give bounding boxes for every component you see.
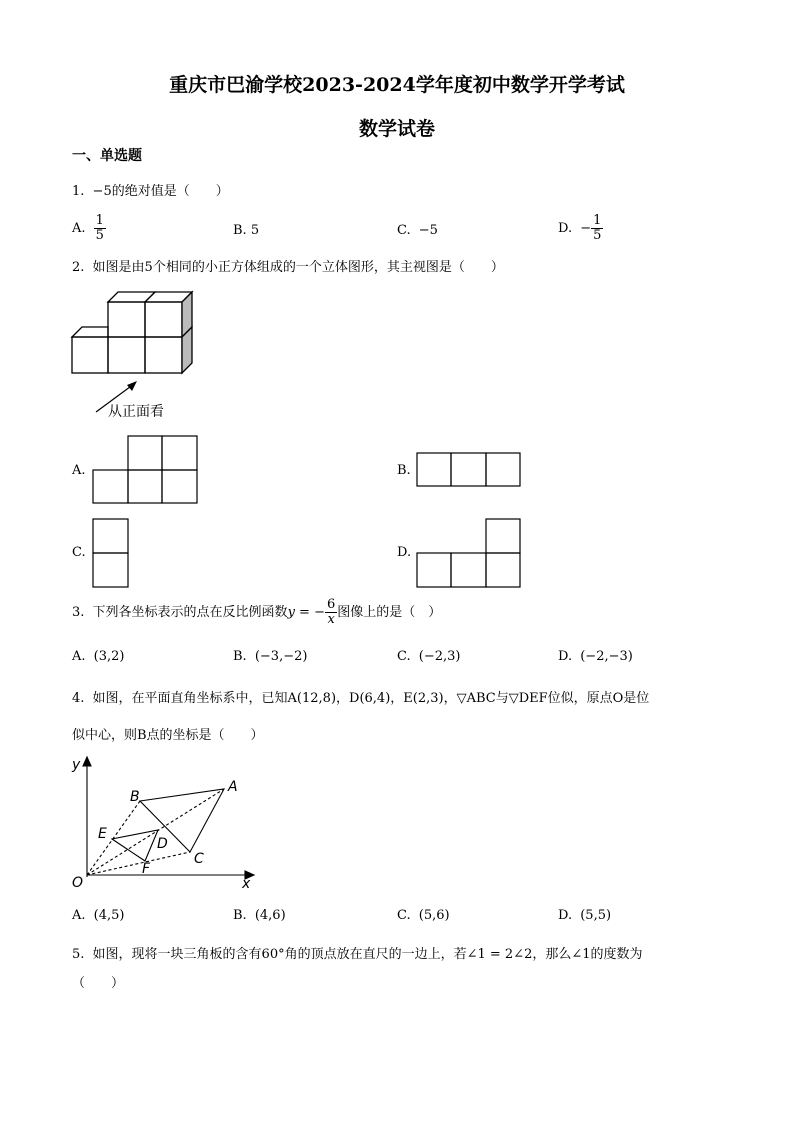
numerator: 1 bbox=[593, 213, 602, 228]
q1-option-b[interactable] bbox=[233, 223, 259, 239]
q1-option-d[interactable] bbox=[558, 214, 603, 243]
option-value: (3,2) bbox=[93, 649, 125, 664]
page-subtitle: 数学试卷 bbox=[358, 118, 435, 140]
q2-option-a-figure[interactable] bbox=[92, 435, 200, 505]
label-y: y bbox=[72, 757, 81, 773]
q5-text-line1: 如图，现将一块三角板的含有60°角的顶点放在直尺的一边上，若∠1 = 2∠2，那么∠1的度数为 bbox=[92, 947, 643, 962]
square bbox=[451, 553, 486, 587]
option-value: (−3,−2) bbox=[254, 649, 308, 664]
coordinate-figure bbox=[70, 755, 260, 890]
question-4 bbox=[72, 691, 649, 707]
square bbox=[486, 453, 520, 486]
option-label: D. bbox=[558, 908, 573, 923]
q2-option-b-label[interactable]: B. bbox=[397, 463, 411, 478]
q4-option-a[interactable] bbox=[72, 908, 125, 924]
cube-figure bbox=[70, 290, 200, 380]
cube-face bbox=[108, 302, 145, 337]
q4-option-d[interactable] bbox=[558, 908, 611, 924]
equals-minus: = − bbox=[294, 605, 325, 620]
q2-option-c-figure[interactable] bbox=[92, 518, 132, 590]
q3-option-d[interactable] bbox=[558, 649, 633, 665]
cube-face bbox=[145, 302, 182, 337]
cube-top bbox=[72, 327, 108, 337]
numerator: 6 bbox=[326, 597, 336, 612]
question-2 bbox=[72, 260, 504, 276]
option-value: (5,6) bbox=[418, 908, 450, 923]
q1-fraction-a bbox=[94, 214, 106, 243]
label-f: F bbox=[142, 861, 151, 877]
q1-expression: −5 bbox=[92, 184, 112, 199]
q1-option-c[interactable] bbox=[397, 223, 438, 239]
option-label: A. bbox=[72, 649, 86, 664]
numerator: 1 bbox=[95, 213, 104, 228]
dashed-line-oc bbox=[87, 852, 190, 875]
q3-option-c[interactable] bbox=[397, 649, 460, 665]
label-c: C bbox=[194, 851, 204, 867]
square bbox=[128, 470, 162, 503]
option-value: −5 bbox=[418, 223, 438, 238]
question-number: 3. bbox=[72, 605, 85, 620]
option-value: (5,5) bbox=[580, 908, 612, 923]
q1-fraction-d bbox=[591, 214, 603, 243]
question-number: 1. bbox=[72, 184, 85, 199]
square bbox=[451, 453, 486, 486]
option-label: C. bbox=[397, 223, 411, 238]
q2-text: 如图是由5个相同的小正方体组成的一个立体图形，其主视图是（ ） bbox=[92, 260, 504, 275]
page-title: 重庆市巴渝学校2023-2024学年度初中数学开学考试 bbox=[169, 74, 625, 96]
dashed-line-ob bbox=[87, 801, 140, 875]
option-label: D. bbox=[558, 649, 573, 664]
section-heading: 一、单选题 bbox=[72, 148, 142, 164]
q3-fraction bbox=[325, 598, 337, 627]
question-5 bbox=[72, 947, 643, 963]
option-label: B. bbox=[233, 649, 247, 664]
label-b: B bbox=[130, 789, 140, 805]
denominator: x bbox=[327, 612, 335, 627]
cube-face bbox=[72, 337, 108, 373]
q2-option-b-figure[interactable] bbox=[416, 452, 524, 488]
option-value: (−2,3) bbox=[418, 649, 461, 664]
q5-text-line2: （ ） bbox=[72, 976, 125, 991]
square bbox=[417, 553, 451, 587]
label-x: x bbox=[242, 876, 251, 892]
q4-option-b[interactable] bbox=[233, 908, 286, 924]
q3-text-end: 图像上的是（ ） bbox=[337, 605, 442, 620]
option-label: D. bbox=[558, 221, 573, 236]
cube-face bbox=[108, 337, 145, 373]
option-sign: − bbox=[580, 221, 592, 236]
var-y: y bbox=[287, 605, 295, 620]
q4-text-line1: 如图，在平面直角坐标系中，已知A(12,8)，D(6,4)，E(2,3)，▽ABC与▽DEF位似，原点O是位 bbox=[92, 691, 650, 706]
option-label: C. bbox=[397, 908, 411, 923]
label-d: D bbox=[157, 836, 168, 852]
square bbox=[417, 453, 451, 486]
option-value: 5 bbox=[250, 223, 260, 238]
square bbox=[93, 519, 128, 553]
square bbox=[162, 436, 197, 470]
view-direction-label: 从正面看 bbox=[108, 404, 164, 420]
q2-option-c-label[interactable]: C. bbox=[72, 545, 86, 560]
label-e: E bbox=[98, 826, 107, 842]
square bbox=[93, 553, 128, 587]
question-number: 5. bbox=[72, 947, 85, 962]
q3-option-b[interactable] bbox=[233, 649, 307, 665]
label-o: O bbox=[72, 875, 84, 891]
question-1 bbox=[72, 184, 229, 200]
square bbox=[128, 436, 162, 470]
square bbox=[486, 519, 520, 553]
q2-option-d-figure[interactable] bbox=[416, 518, 524, 590]
question-3 bbox=[72, 598, 441, 627]
label-a: A bbox=[228, 779, 238, 795]
question-number: 2. bbox=[72, 260, 85, 275]
y-axis-arrow bbox=[83, 757, 91, 766]
denominator: 5 bbox=[95, 228, 104, 243]
square bbox=[93, 470, 128, 503]
q1-text: 的绝对值是（ ） bbox=[111, 184, 229, 199]
q1-option-a[interactable] bbox=[72, 214, 106, 243]
option-label: C. bbox=[397, 649, 411, 664]
cube-face bbox=[145, 337, 182, 373]
denominator: 5 bbox=[593, 228, 602, 243]
option-value: (4,6) bbox=[254, 908, 286, 923]
q2-option-d-label[interactable]: D. bbox=[397, 545, 412, 560]
option-value: (−2,−3) bbox=[580, 649, 633, 664]
option-label: B. bbox=[233, 908, 247, 923]
cube-top bbox=[108, 292, 155, 302]
square bbox=[486, 553, 520, 587]
q3-text: 下列各坐标表示的点在反比例函数 bbox=[92, 605, 288, 620]
q2-option-a-label[interactable]: A. bbox=[72, 463, 86, 478]
square bbox=[162, 470, 197, 503]
option-label: A. bbox=[72, 908, 86, 923]
q4-option-c[interactable] bbox=[397, 908, 450, 924]
question-number: 4. bbox=[72, 691, 85, 706]
option-label: B. bbox=[233, 223, 247, 238]
option-value: (4,5) bbox=[93, 908, 125, 923]
option-label: A. bbox=[72, 221, 86, 236]
q4-text-line2: 似中心，则B点的坐标是（ ） bbox=[72, 728, 264, 743]
q3-option-a[interactable] bbox=[72, 649, 125, 665]
